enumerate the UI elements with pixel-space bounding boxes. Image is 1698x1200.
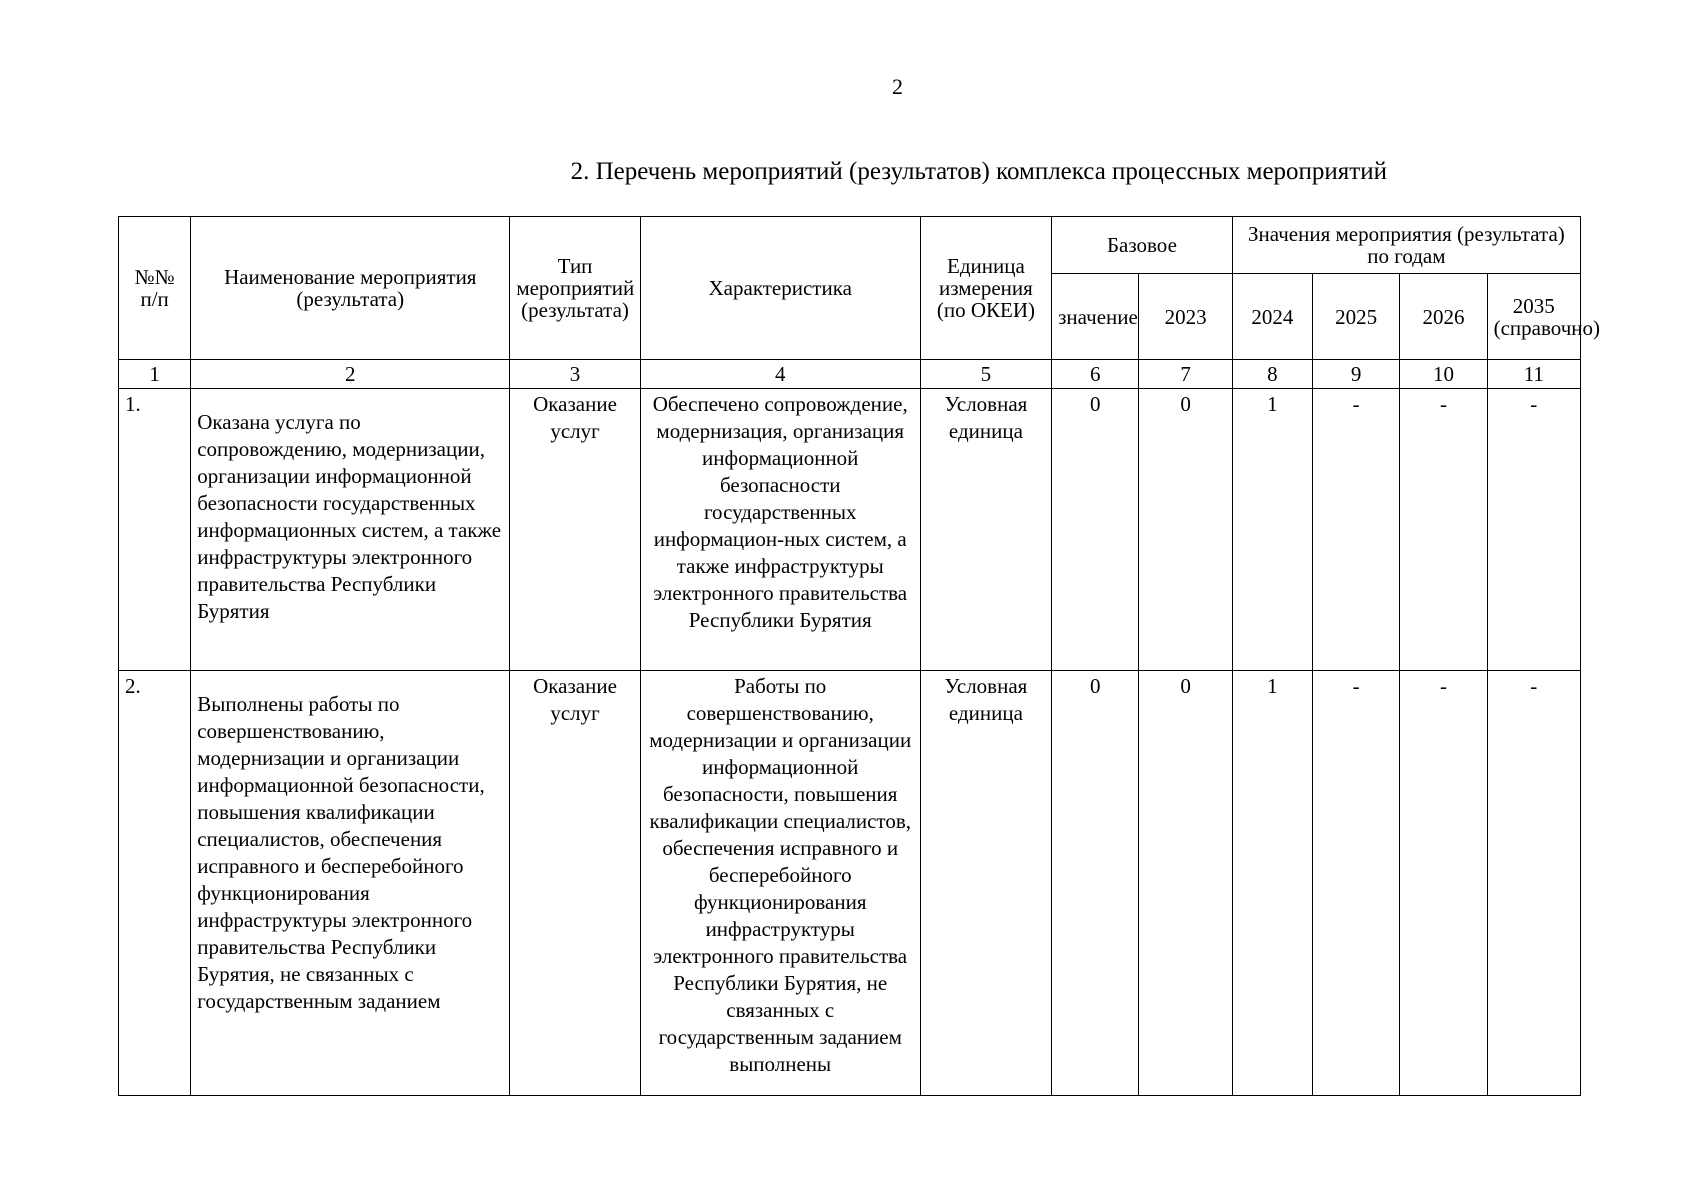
header-base: Базовое: [1052, 217, 1233, 274]
row-name: Оказана услуга по сопровождению, модернизации, организации информационной безопасности государственных информационных систем, а также инфраструктуры электронного правительства Республики Бурятия: [191, 389, 510, 671]
header-unit: Единица измерения (по ОКЕИ): [920, 217, 1051, 360]
row-unit: Условная единица: [920, 389, 1051, 671]
column-number: 6: [1052, 360, 1139, 389]
row-characteristic: Обеспечено сопровождение, модернизация, организация информационной безопасности государственных информацион-ных систем, а также инфраструктуры электронного правительства Республики Бурятия: [640, 389, 920, 671]
header-year-2023: 2023: [1139, 274, 1232, 360]
row-num: 2.: [119, 671, 191, 1096]
row-base-value: 0: [1052, 389, 1139, 671]
row-year-2024: 1: [1232, 671, 1312, 1096]
column-number: 3: [510, 360, 640, 389]
row-num: 1.: [119, 389, 191, 671]
header-characteristic: Характеристика: [640, 217, 920, 360]
column-number-row: [119, 360, 1581, 389]
row-characteristic: Работы по совершенствованию, модернизации и организации информационной безопасности, повышения квалификации специалистов, обеспечения исправного и бесперебойного функционирования инфраструктуры электронного правительства Республики Бурятия, не связанных с государственным заданием выполнены: [640, 671, 920, 1096]
row-year-2025: -: [1313, 389, 1400, 671]
header-name: Наименование мероприятия (результата): [191, 217, 510, 360]
header-year-2035: 2035 (справочно): [1487, 274, 1580, 360]
row-year-2035: -: [1487, 671, 1580, 1096]
column-number: 9: [1313, 360, 1400, 389]
column-number: 8: [1232, 360, 1312, 389]
page-number: 2: [892, 74, 903, 99]
column-number: 4: [640, 360, 920, 389]
header-type: Тип мероприятий (результата): [510, 217, 640, 360]
column-number: 7: [1139, 360, 1232, 389]
header-num: №№ п/п: [119, 217, 191, 360]
row-year-2023: 0: [1139, 671, 1232, 1096]
row-year-2023: 0: [1139, 389, 1232, 671]
row-year-2026: -: [1400, 671, 1487, 1096]
header-values-by-year: Значения мероприятия (результата) по годам: [1232, 217, 1580, 274]
row-year-2026: -: [1400, 389, 1487, 671]
row-name: Выполнены работы по совершенствованию, модернизации и организации информационной безопасности, повышения квалификации специалистов, обеспечения исправного и бесперебойного функционирования инфраструктуры электронного правительства Республики Бурятия, не связанных с государственным заданием: [191, 671, 510, 1096]
row-year-2025: -: [1313, 671, 1400, 1096]
measures-table: [118, 216, 1601, 1096]
row-unit: Условная единица: [920, 671, 1051, 1096]
header-year-2024: 2024: [1232, 274, 1312, 360]
column-number: 5: [920, 360, 1051, 389]
column-number: 2: [191, 360, 510, 389]
column-number: 11: [1487, 360, 1580, 389]
column-number: 1: [119, 360, 191, 389]
header-year-2026: 2026: [1400, 274, 1487, 360]
column-number: 10: [1400, 360, 1487, 389]
header-base-value: значение: [1052, 274, 1139, 360]
header-year-2025: 2025: [1313, 274, 1400, 360]
row-year-2035: -: [1487, 389, 1580, 671]
row-type: Оказание услуг: [510, 389, 640, 671]
row-type: Оказание услуг: [510, 671, 640, 1096]
section-heading: 2. Перечень мероприятий (результатов) комплекса процессных мероприятий: [570, 158, 1387, 185]
row-year-2024: 1: [1232, 389, 1312, 671]
table-row: [119, 671, 1581, 1096]
table-row: [119, 389, 1581, 671]
row-base-value: 0: [1052, 671, 1139, 1096]
